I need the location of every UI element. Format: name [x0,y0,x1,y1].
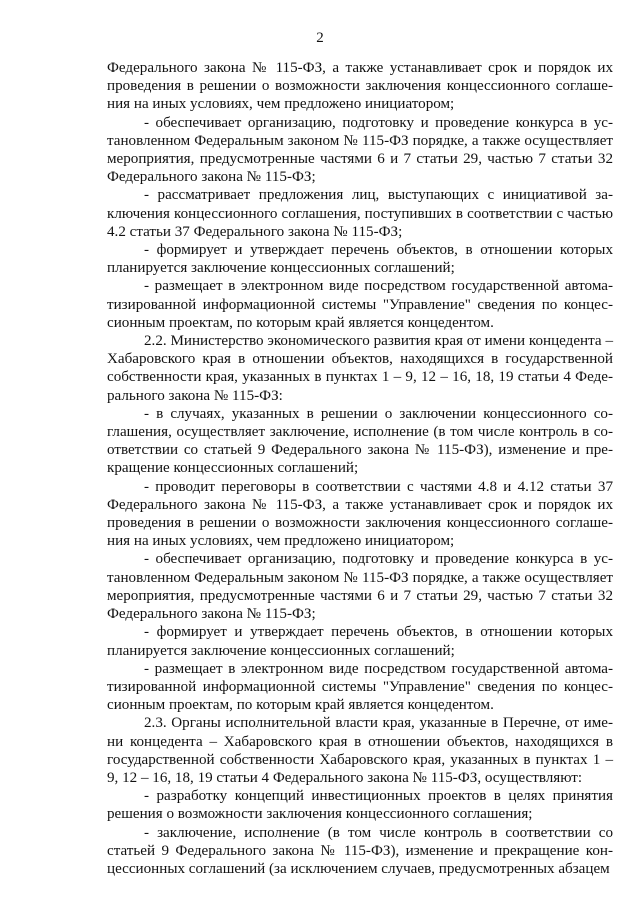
paragraph: - размещает в электронном виде посредством государственной автоматизированной информационной системы "Управление" сведения по концессионным проектам, по которым край является концедентом. [107,278,613,331]
paragraph: - разработку концепций инвестиционных проектов в целях принятия решения о возможности заключения концессионного соглашения; [107,788,613,823]
page-number: 2 [316,30,324,46]
paragraph: - обеспечивает организацию, подготовку и проведение конкурса в установленном Федеральным законом № 115-ФЗ порядке, а также осуществляет мероприятия, предусмотренные частями 6 и 7 статьи 29, частью 7 статьи 32 Федерального закона № 115-ФЗ; [107,114,613,186]
paragraph: - заключение, исполнение (в том числе контроль в соответствии со статьей 9 Федерального закона № 115-ФЗ), изменение и прекращение концессионных соглашений (за исключением случаев, предусмотренных абзацем [107,824,613,877]
paragraph: - проводит переговоры в соответствии с частями 4.8 и 4.12 статьи 37 Федерального закона № 115-ФЗ, а также устанавливает срок и порядок их проведения в решении о возможности заключения концессионного соглашения на иных условиях, чем предложено инициатором; [107,478,613,550]
paragraph: - формирует и утверждает перечень объектов, в отношении которых планируется заключение концессионных соглашений; [107,242,613,277]
paragraph: - размещает в электронном виде посредством государственной автоматизированной информационной системы "Управление" сведения по концессионным проектам, по которым край является концедентом. [107,660,613,714]
document-body [107,59,613,878]
paragraph: - в случаях, указанных в решении о заключении концессионного соглашения, осуществляет заключение, исполнение (в том числе контроль в соответствии со статьей 9 Федерального закона № 115-ФЗ), изменение и прекращение концессионных соглашений; [107,405,613,477]
paragraph: - рассматривает предложения лиц, выступающих с инициативой заключения концессионного соглашения, поступивших в соответствии с частью 4.2 статьи 37 Федерального закона № 115-ФЗ; [107,187,613,240]
paragraph: - формирует и утверждает перечень объектов, в отношении которых планируется заключение концессионных соглашений; [107,624,613,659]
paragraph: Федерального закона № 115-ФЗ, а также устанавливает срок и порядок их проведения в решении о возможности заключения концессионного соглашения на иных условиях, чем предложено инициатором; [107,60,613,113]
section-paragraph: 2.3. Органы исполнительной власти края, указанные в Перечне, от имени концедента – Хабаровского края в отношении объектов, находящихся в государственной собственности Хабаровского края, указанных в пунктах 1 – 9, 12 – 16, 18, 19 статьи 4 Федерального закона № 115-ФЗ, осуществляют: [107,715,613,786]
section-paragraph: 2.2. Министерство экономического развития края от имени концедента – Хабаровского края в отношении объектов, находящихся в государственной собственности края, указанных в пунктах 1 – 9, 12 – 16, 18, 19 статьи 4 Федерального закона № 115-ФЗ: [107,333,613,404]
paragraph: - обеспечивает организацию, подготовку и проведение конкурса в установленном Федеральным законом № 115-ФЗ порядке, а также осуществляет мероприятия, предусмотренные частями 6 и 7 статьи 29, частью 7 статьи 32 Федерального закона № 115-ФЗ; [107,551,613,623]
